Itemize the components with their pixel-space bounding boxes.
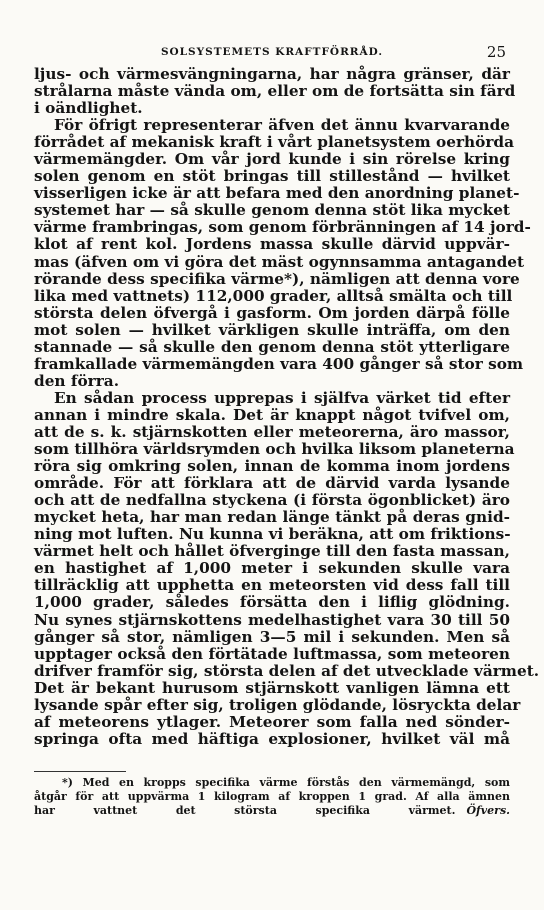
text-line: springa ofta med häftiga explosioner, hvilket väl må — [34, 729, 510, 748]
text-line: annan i mindre skala. Det är knappt något tvifvel om, — [34, 405, 510, 424]
text-line: ning mot luften. Nu kunna vi beräkna, att om friktions- — [34, 525, 511, 544]
text-line: att de s. k. stjärnskotten eller meteorerna, äro massor, — [34, 422, 510, 441]
text-line: förrådet af mekanisk kraft i vårt planetsystem oerhörda — [34, 133, 515, 152]
text-line: visserligen icke är att befara med den anordning planet- — [34, 184, 520, 203]
text-line: mot solen — hvilket värkligen skulle inträffa, om den — [34, 320, 510, 339]
text-line: 1,000 grader, således försätta den i liflig glödning. — [34, 593, 510, 612]
text-line: strålarna måste vända om, eller om de fortsätta sin färd — [34, 82, 516, 101]
text-line: i oändlighet. — [34, 99, 143, 118]
text-line: upptager också den förtätade luftmassa, som meteoren — [34, 644, 510, 663]
text-line: systemet har — så skulle genom denna stöt lika mycket — [34, 201, 510, 220]
footnote — [34, 776, 510, 818]
text-line: röra sig omkring solen, innan de komma inom jordens — [34, 457, 510, 476]
text-line: värmemängder. Om vår jord kunde i sin rörelse kring — [34, 150, 510, 169]
text-line: framkallade värmemängden vara 400 gånger så stor som — [34, 354, 524, 373]
text-line: Nu synes stjärnskottens medelhastighet vara 30 till 50 — [34, 610, 510, 629]
running-title: SOLSYSTEMETS KRAFTFÖRRÅD. — [160, 46, 384, 58]
text-line: rörande dess specifika värme*), nämligen att denna vore — [34, 269, 520, 288]
text-line: värme frambringas, som genom förbränningen af 14 jord- — [34, 218, 531, 237]
text-line: tillräcklig att upphetta en meteorsten vid dess fall till — [34, 576, 510, 595]
text-line: och att de nedfallna styckena (i första ögonblicket) äro — [34, 491, 510, 510]
text-line: gånger så stor, nämligen 3—5 mil i sekunden. Men så — [34, 627, 510, 646]
text-line: värmet helt och hållet öfverginge till den fasta massan, — [34, 542, 510, 561]
text-line: En sådan process upprepas i själfva värket tid efter — [54, 388, 510, 407]
text-line: solen genom en stöt bringas till stillestånd — hvilket — [34, 167, 510, 186]
body-text — [34, 65, 540, 748]
footnote-last-line — [34, 804, 510, 818]
footnote-line: åtgår för att uppvärma 1 kilogram af kroppen 1 grad. Af alla ämnen — [34, 790, 510, 803]
footnote-line: har vattnet det största specifika värmet. — [34, 804, 456, 817]
translator-note: Öfvers. — [466, 804, 510, 817]
text-line: stannade — så skulle den genom denna stöt ytterligare — [34, 337, 510, 356]
footnote-line: *) Med en kropps specifika värme förstås den värmemängd, som — [62, 776, 510, 789]
text-line: en hastighet af 1,000 meter i sekunden skulle vara — [34, 559, 510, 578]
text-line: mas (äfven om vi göra det mäst ogynnsamma antagandet — [34, 252, 525, 271]
text-line: den förra. — [34, 371, 120, 390]
text-line: lysande spår efter sig, troligen glödande, lösryckta delar — [34, 695, 521, 714]
text-line: klot af rent kol. Jordens massa skulle därvid uppvär- — [34, 235, 510, 254]
text-line: drifver framför sig, största delen af det utvecklade värmet. — [34, 661, 540, 680]
page-number: 25 — [486, 43, 506, 61]
footnote-rule — [34, 771, 126, 772]
text-line: område. För att förklara att de därvid varda lysande — [34, 474, 510, 493]
text-line: som tillhöra världsrymden och hvilka liksom planeterna — [34, 440, 515, 459]
page-header — [38, 43, 506, 66]
text-line: Det är bekant hurusom stjärnskott vanligen lämna ett — [34, 678, 510, 697]
text-line: lika med vattnets) 112,000 grader, alltså smälta och till — [34, 286, 513, 305]
text-line: af meteorens ytlager. Meteorer som falla ned sönder- — [34, 712, 510, 731]
text-line: För öfrigt representerar äfven det ännu kvarvarande — [54, 116, 510, 135]
text-line: ljus- och värmesvängningarna, har några gränser, där — [34, 65, 510, 83]
text-line: mycket heta, har man redan länge tänkt på deras gnid- — [34, 508, 510, 527]
text-line: största delen öfvergå i gasform. Om jorden därpå fölle — [34, 303, 510, 322]
